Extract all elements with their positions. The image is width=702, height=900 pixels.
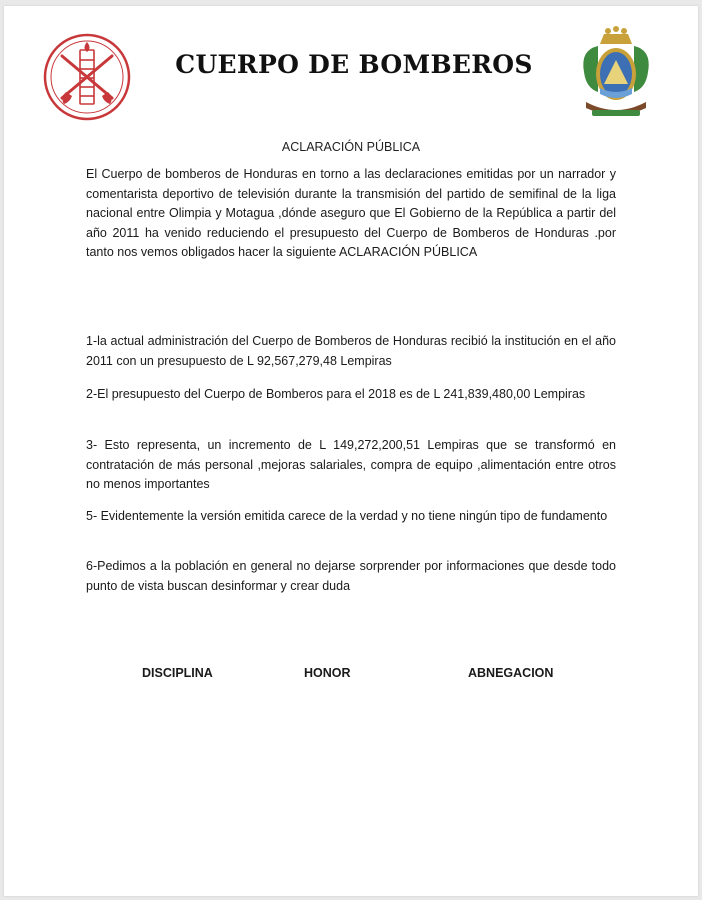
point-paragraph-3: 3- Esto representa, un incremento de L 149,272,200,51 Lempiras que se transformó en contratación de más personal ,mejoras salariales, compra de equipo ,alimentación entre otros no menos importantes — [86, 438, 616, 491]
motto-honor: HONOR — [304, 666, 351, 680]
document-heading: ACLARACIÓN PÚBLICA — [281, 140, 421, 154]
motto-discipline: DISCIPLINA — [142, 666, 213, 680]
point-paragraph-6: 6-Pedimos a la población en general no dejarse sorprender por informaciones que desde todo punto de vista buscan desinformar y crear duda — [86, 559, 616, 593]
motto-abnegation: ABNEGACION — [468, 666, 554, 680]
point-paragraph-2: 2-El presupuesto del Cuerpo de Bomberos para el 2018 es de L 241,839,480,00 Lempiras — [86, 387, 586, 401]
intro-paragraph: El Cuerpo de bomberos de Honduras en torno a las declaraciones emitidas por un narrador y comentarista deportivo de televisión durante la transmisión del partido de semifinal de la liga nacional entre Olimpia y Motagua ,dónde aseguro que El Gobierno de la República a partir del año 2011 ha venido reduciendo el presupuesto del Cuerpo de Bomberos de Honduras .por tanto nos vemos obligados hacer la siguiente ACLARACIÓN PÚBLICA — [86, 167, 616, 259]
point-paragraph-5: 5- Evidentemente la versión emitida carece de la verdad y no tiene ningún tipo de fundamento — [86, 509, 608, 523]
honduras-coat-of-arms-icon — [576, 22, 656, 122]
fire-brigade-emblem-icon — [42, 32, 132, 122]
page-title: CUERPO DE BOMBEROS — [175, 50, 533, 79]
document-page — [4, 6, 698, 896]
point-paragraph-1: 1-la actual administración del Cuerpo de Bomberos de Honduras recibió la institución en el año 2011 con un presupuesto de L 92,567,279,48 Lempiras — [86, 334, 616, 368]
